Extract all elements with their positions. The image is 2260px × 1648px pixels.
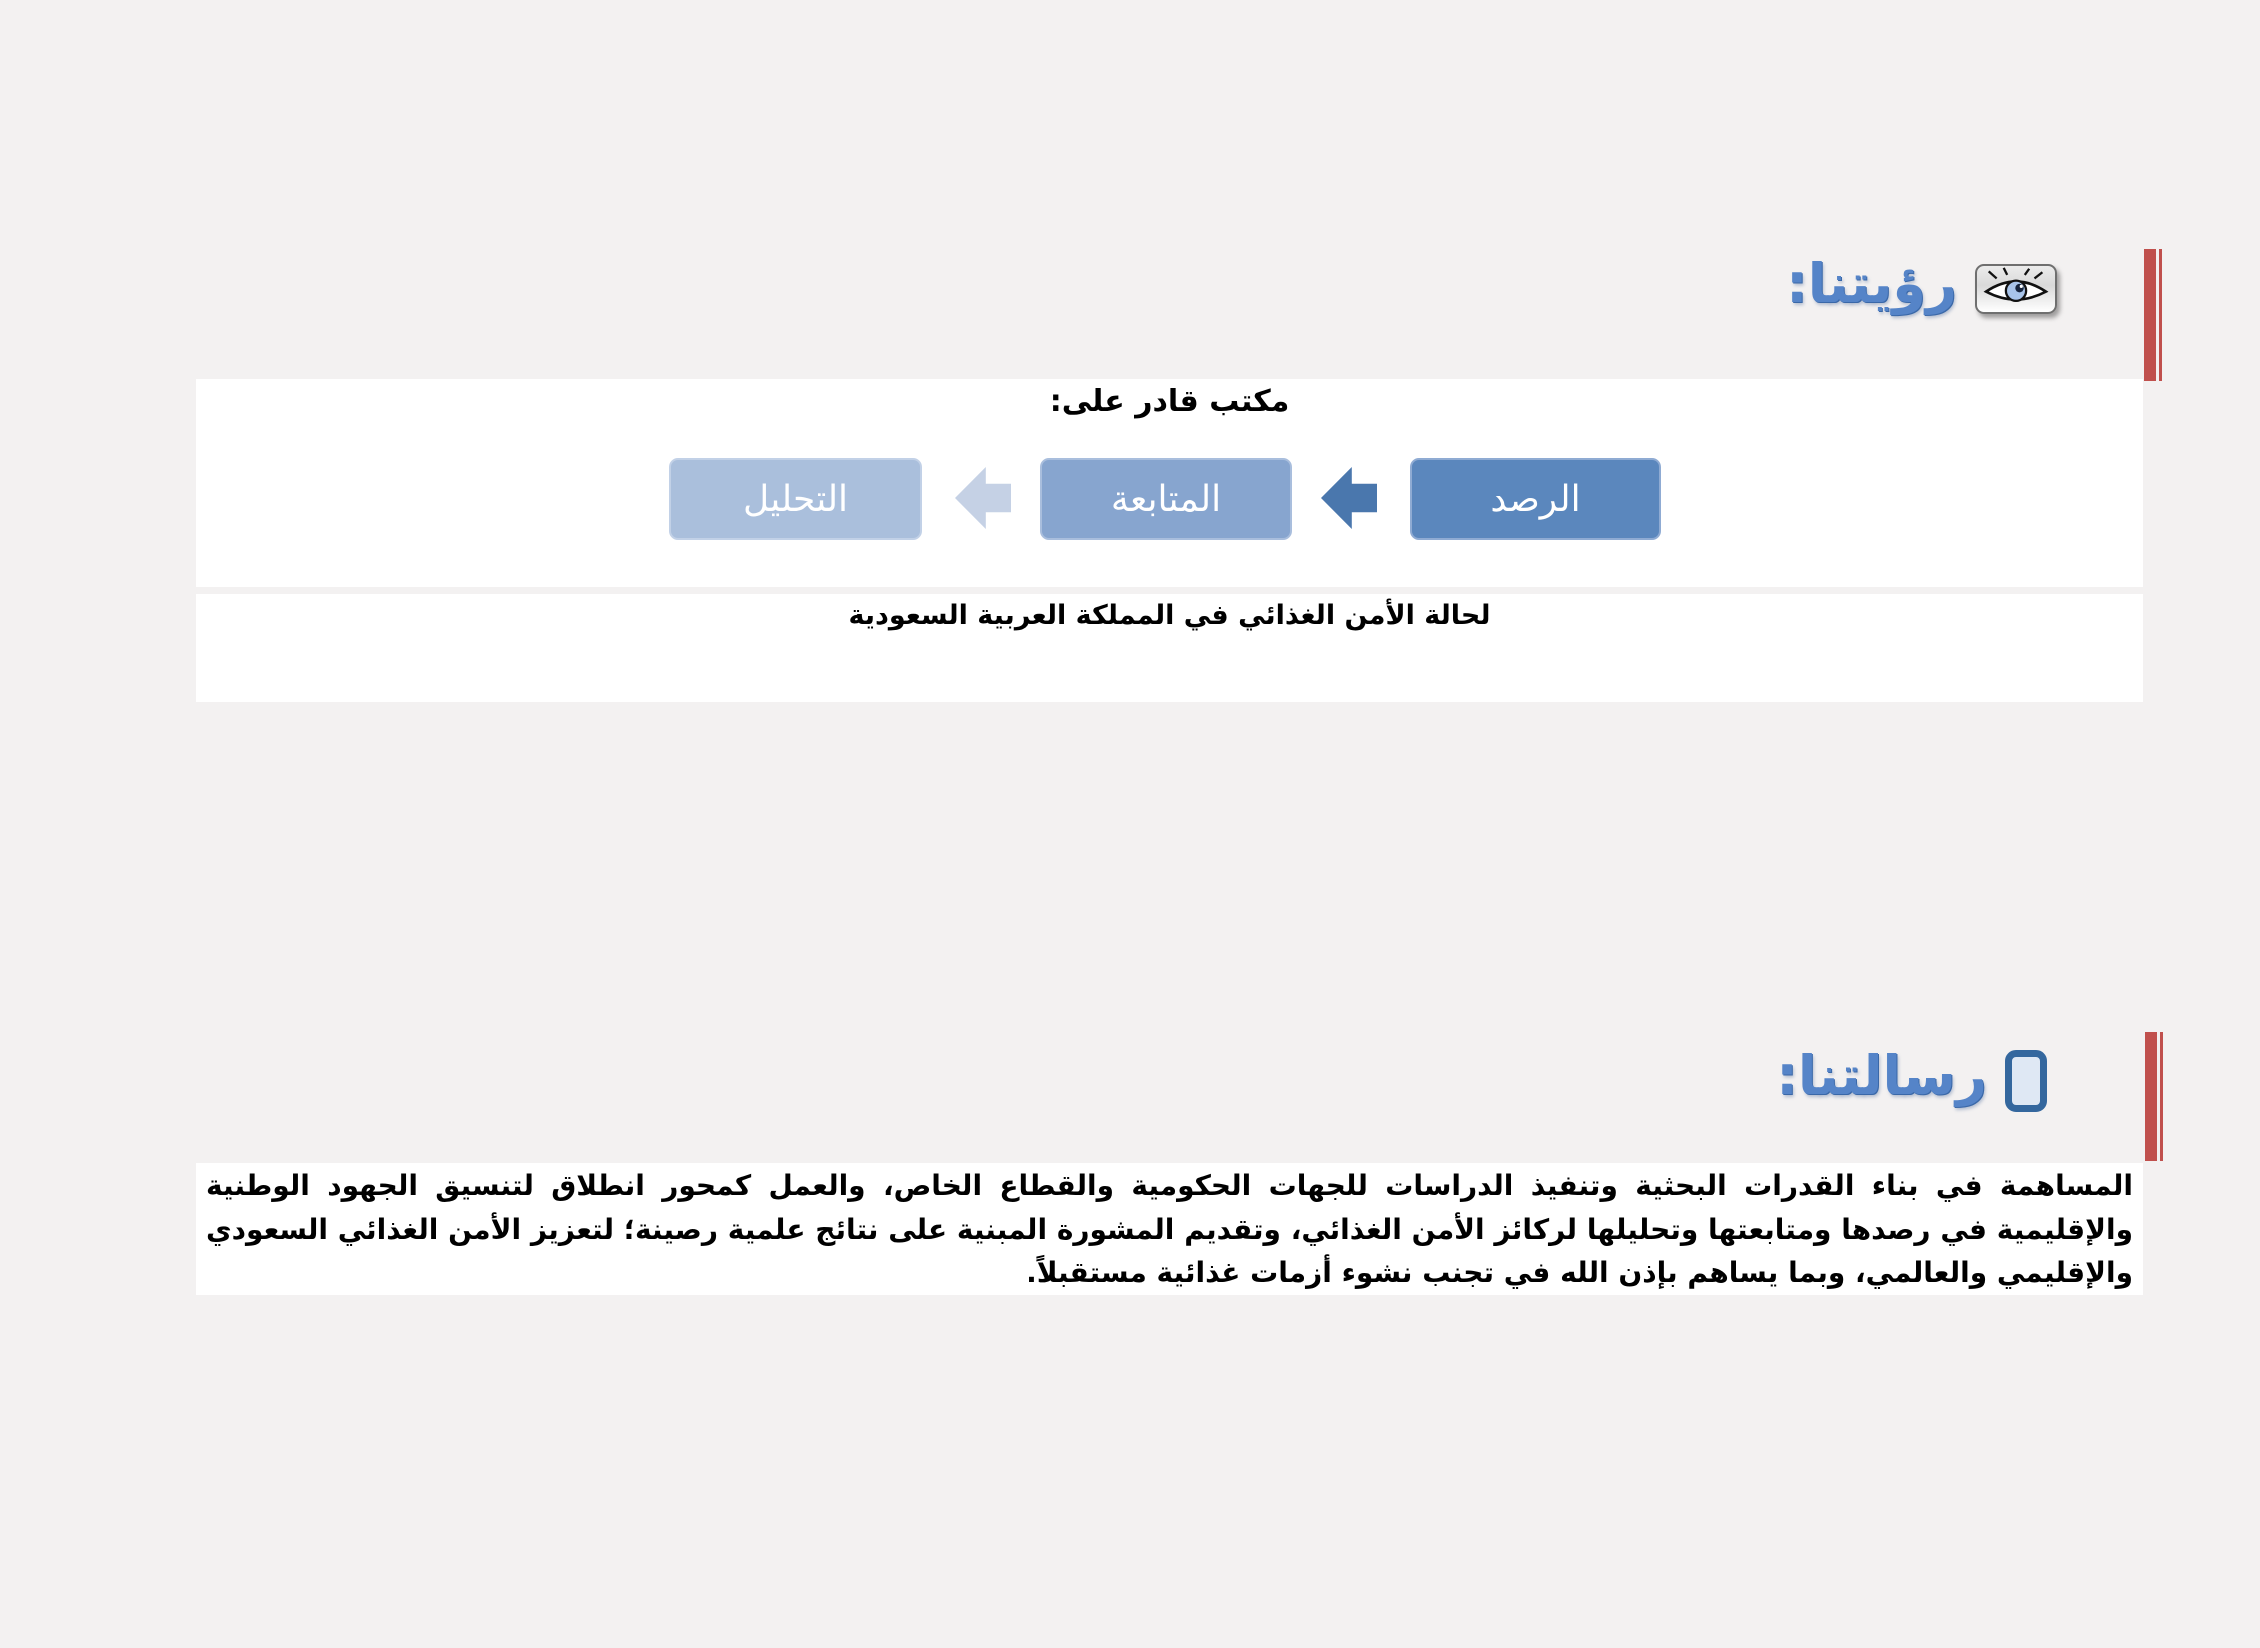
mission-body: المساهمة في بناء القدرات البحثية وتنفيذ الدراسات للجهات الحكومية والقطاع الخاص، والعمل كمحور انطلاق لتنسيق الجهود الوطنية والإقليمية في رصدها ومتابعتها وتحليلها لركائز الأمن الغذائي، وتقديم المشورة المبنية على نتائج علمية رصينة؛ لتعزيز الأمن الغذائي السعودي والإقليمي والعالمي، وبما يساهم بإذن الله في تجنب نشوء أزمات غذائية مستقبلاً. xyxy=(206,1169,2133,1289)
vision-panel xyxy=(196,379,2143,587)
mission-panel xyxy=(196,1163,2143,1295)
vision-title: رؤيتنا: xyxy=(1786,252,1957,315)
eye-icon-glyph xyxy=(1979,267,2053,311)
vision-accent-bar xyxy=(2144,249,2156,381)
process-step-label: الرصد xyxy=(1490,478,1581,520)
vision-accent-bar-thin xyxy=(2159,249,2162,381)
process-step-analysis xyxy=(669,458,922,540)
process-step-label: المتابعة xyxy=(1110,478,1222,520)
mission-accent-bar-thin xyxy=(2160,1032,2163,1161)
eye-icon xyxy=(1975,264,2057,314)
vision-caption-panel xyxy=(196,594,2143,702)
mission-header xyxy=(1776,1046,2047,1116)
scroll-icon xyxy=(2005,1050,2047,1112)
mission-title: رسالتنا: xyxy=(1776,1044,1987,1107)
process-step-followup xyxy=(1040,458,1292,540)
arrow-left-light-icon xyxy=(955,467,1011,529)
vision-intro: مكتب قادر على: xyxy=(1049,384,1290,419)
vision-header xyxy=(1786,252,2057,322)
arrow-left-dark-icon xyxy=(1321,467,1377,529)
process-step-label: التحليل xyxy=(742,478,849,520)
vision-caption: لحالة الأمن الغذائي في المملكة العربية السعودية xyxy=(848,600,1491,631)
process-step-monitoring xyxy=(1410,458,1661,540)
mission-accent-bar xyxy=(2145,1032,2157,1161)
